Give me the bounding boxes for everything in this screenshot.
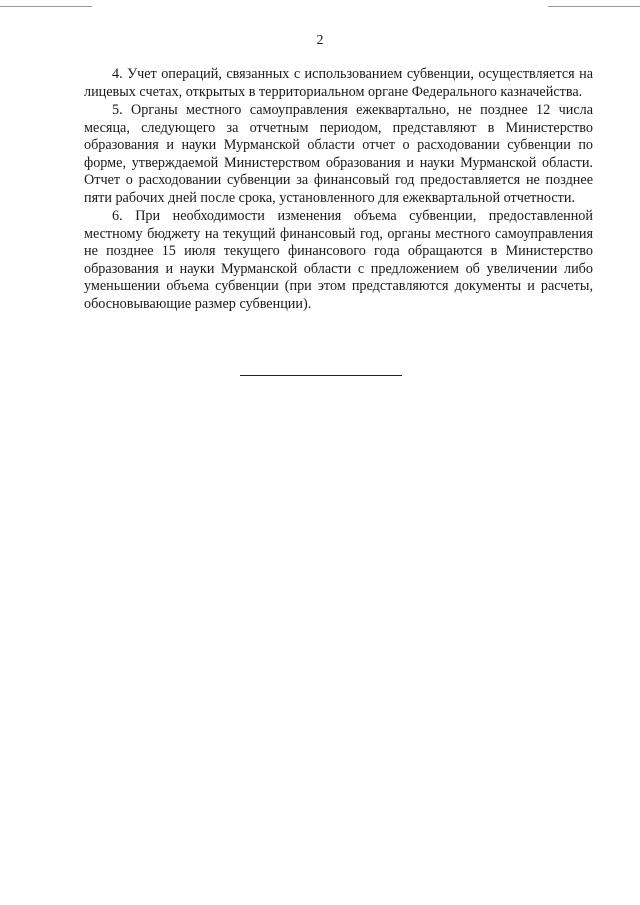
paragraph-5: 5. Органы местного самоуправления ежеквартально, не позднее 12 числа месяца, следующего за отчетным периодом, представляют в Министерство образования и науки Мурманской области отчет о расходовании субвенции по форме, утверждаемой Министерством образования и науки Мурманской области. Отчет о расходовании субвенции за финансовый год предоставляется не позднее пяти рабочих дней после срока, установленного для ежеквартальной отчетности. [84,102,593,206]
closing-divider-line [240,375,402,376]
scan-edge-mark [548,6,640,7]
page-number: 2 [316,33,324,48]
document-body [84,66,593,314]
paragraph-6: 6. При необходимости изменения объема субвенции, предоставленной местному бюджету на текущий финансовый год, органы местного самоуправления не позднее 15 июля текущего финансового года обращаются в Министерство образования и науки Мурманской области с предложением об увеличении либо уменьшении объема субвенции (при этом представляются документы и расчеты, обосновывающие размер субвенции). [84,208,593,312]
scan-edge-mark [0,6,92,7]
paragraph-4: 4. Учет операций, связанных с использованием субвенции, осуществляется на лицевых счетах, открытых в территориальном органе Федерального казначейства. [84,66,593,100]
